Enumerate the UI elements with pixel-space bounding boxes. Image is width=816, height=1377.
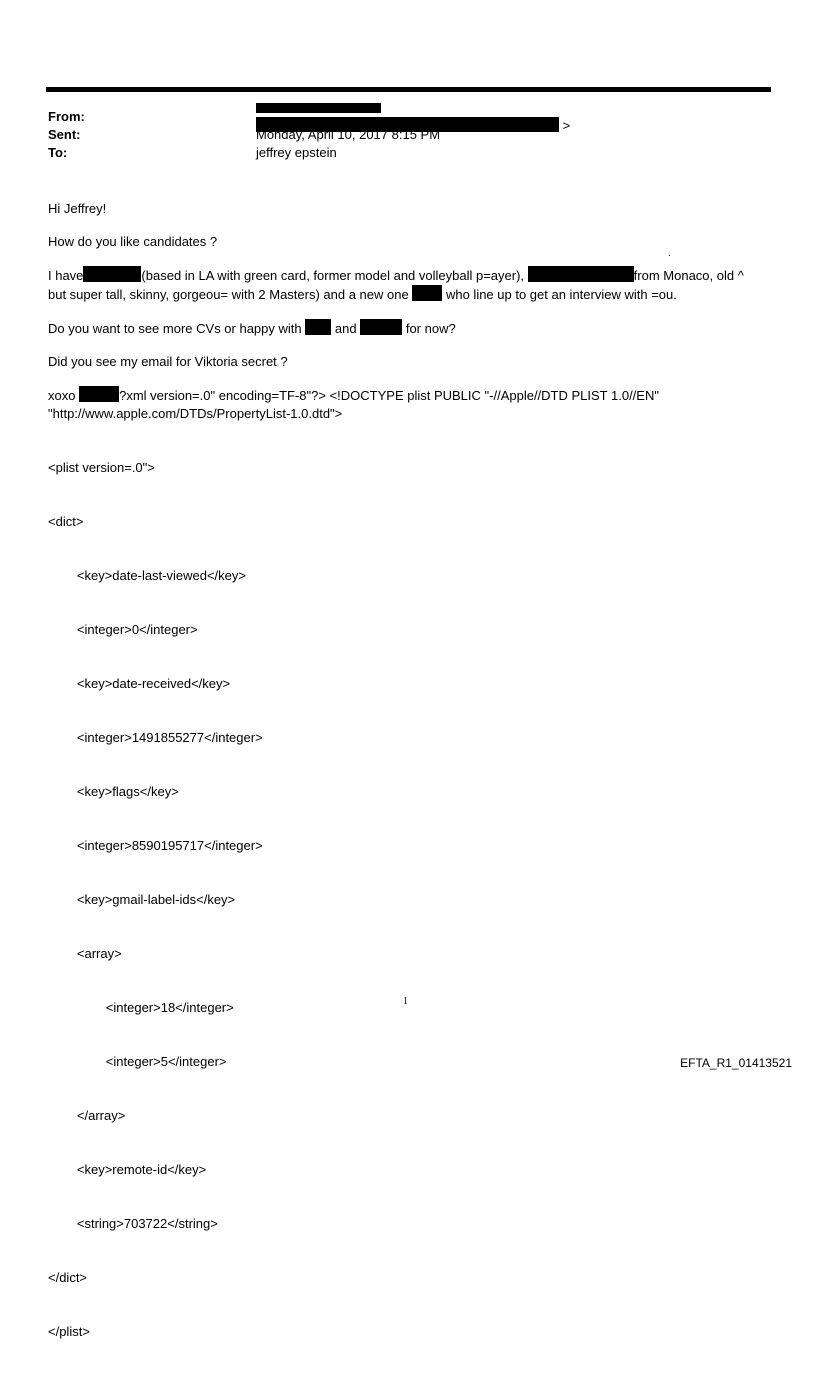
- from-suffix: >: [562, 118, 571, 133]
- candidates-paragraph: [48, 266, 778, 304]
- text-span: and: [334, 321, 357, 336]
- text-span: (based in LA with green card, former model and volleyball p=ayer),: [141, 268, 525, 283]
- email-body: [48, 200, 778, 1377]
- plist-line: </plist>: [48, 1324, 90, 1339]
- plist-block: [48, 423, 778, 1377]
- text-span: who line up to get an interview with =ou.: [445, 287, 677, 302]
- to-value: jeffrey epstein: [256, 145, 337, 160]
- plist-line: <key>date-last-viewed</key>: [48, 568, 246, 583]
- redaction-box: [528, 266, 634, 282]
- plist-line: <array>: [48, 946, 122, 961]
- xml-header: [48, 386, 778, 423]
- redaction-box: [79, 386, 119, 402]
- redaction-box: [83, 266, 141, 282]
- plist-line: <string>703722</string>: [48, 1216, 218, 1231]
- plist-line: <key>flags</key>: [48, 784, 179, 799]
- redaction-box: [305, 319, 331, 335]
- sent-value: Monday, April 10, 2017 8:15 PM: [256, 127, 441, 142]
- stray-dot: .: [668, 248, 671, 259]
- text-span: "http://www.apple.com/DTDs/PropertyList-1.0.dtd">: [48, 406, 343, 421]
- to-label: To:: [48, 145, 68, 160]
- text-span: from Monaco, old ^: [633, 268, 744, 283]
- cv-paragraph: [48, 319, 778, 338]
- plist-line: <key>date-received</key>: [48, 676, 231, 691]
- sent-label: Sent:: [48, 127, 81, 142]
- redaction-box: [412, 285, 442, 301]
- plist-line: <key>remote-id</key>: [48, 1162, 207, 1177]
- text-span: Do you want to see more CVs or happy with: [48, 321, 302, 336]
- redaction-box: [360, 319, 402, 335]
- text-span: but super tall, skinny, gorgeou= with 2 Masters) and a new one: [48, 287, 409, 302]
- plist-line: <dict>: [48, 514, 84, 529]
- plist-line: </dict>: [48, 1270, 88, 1285]
- plist-line: <integer>5</integer>: [48, 1054, 227, 1069]
- plist-line: </array>: [48, 1108, 126, 1123]
- plist-line: <integer>1491855277</integer>: [48, 730, 263, 745]
- page-number: 1: [403, 996, 408, 1007]
- question-paragraph: How do you like candidates ?: [48, 234, 218, 249]
- header-rule: [46, 87, 771, 92]
- text-span: for now?: [405, 321, 456, 336]
- greeting: Hi Jeffrey!: [48, 201, 107, 216]
- from-label: From:: [48, 109, 85, 124]
- plist-line: <integer>0</integer>: [48, 622, 198, 637]
- plist-line: <integer>18</integer>: [48, 1000, 234, 1015]
- redaction-box: [256, 103, 381, 113]
- text-span: ?xml version=.0" encoding=TF-8"?> <!DOCTYPE plist PUBLIC "-//Apple//DTD PLIST 1.0//EN": [119, 388, 659, 403]
- document-id-footer: EFTA_R1_01413521: [680, 1056, 792, 1070]
- text-span: I have: [48, 268, 84, 283]
- text-span: xoxo: [48, 388, 76, 403]
- plist-line: <key>gmail-label-ids</key>: [48, 892, 236, 907]
- viktoria-paragraph: Did you see my email for Viktoria secret ?: [48, 354, 288, 369]
- plist-line: <plist version=.0">: [48, 460, 155, 475]
- plist-line: <integer>8590195717</integer>: [48, 838, 263, 853]
